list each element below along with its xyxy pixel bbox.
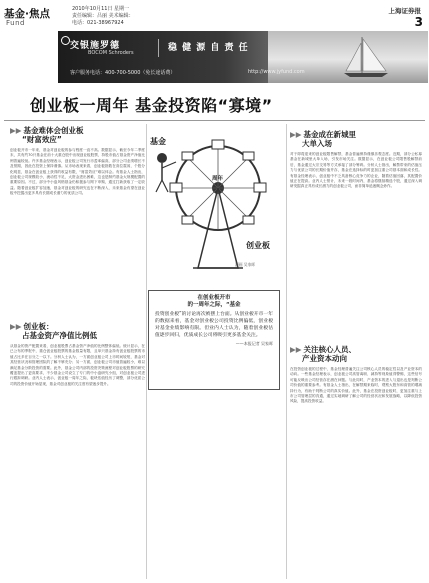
page-number: 3 xyxy=(414,15,423,29)
column-rule-right xyxy=(286,124,287,579)
section-2-body: 从基金的资产配置来看，创业板股票占基金资产净值的比例整体偏低。统计显示，在已公布的季报中，重仓创业板股票的基金数量有限，且单只基金持有创业板股票的市值占比多在百分之一以下。分析人士认为，一方面创业板公司上市时间较短，基金对其经营状况和管理团队的了解不够充分；另一方面，创业板公司市值普遍较小，难以满足基金分散投资的需要。此外，基金公司内部的投资决策流程对创业板股票的研究覆盖提出了更高要求，不少基金公司设立了专门的中小盘研究小组，对创业板公司进行跟踪调研。业内人士表示，创业板一周年之际，板块估值经历了调整，部分优质公司的投资价值开始显现，基金对创业板的关注度有望逐步提升。 xyxy=(10,344,145,386)
section-3-body: 对于即将迎来的创业板限售解禁，基金普遍保持谨慎乐观态度。近期，部分公私募基金在新城里大单入场，引发市场关注。数据显示，在创业板公司限售股解禁前后，基金通过大宗交易等方式承接了部分筹码。分析人士指出，解禁带来的估值压力与优质公司的长期价值并存，基金在选择标的时更加注重公司基本面和成长性。有基金经理表示，创业板中不乏具备核心竞争力的企业，随着估值回落，其配置价值正在提高。业内人士预计，未来一段时间内，基金将继续精选个股，通过深入调研发掘真正具有成长潜力的创业板公司，而非简单追逐概念炒作。 xyxy=(290,152,422,189)
illus-label-anniversary: 周年 xyxy=(212,176,224,182)
section-3-subtitle: 大单入场 xyxy=(302,139,332,148)
section-4-subtitle: 产业资本动向 xyxy=(302,354,347,363)
section-4-title: ▶▶ 关注核心人员、 xyxy=(290,345,357,354)
banner-website[interactable]: http://www.jyfund.com xyxy=(248,69,305,75)
section-2-subtitle: 占基金资产净值比例低 xyxy=(22,331,97,340)
section-3 xyxy=(290,130,422,347)
main-headline: 创业板一周年 基金投资陷“寡境” xyxy=(30,96,273,115)
illus-label-gem: 创业板 xyxy=(246,241,270,250)
section-1-subtitle: “财富效应” xyxy=(22,135,62,144)
illustration-credit: 漫画 吴家晖 xyxy=(235,262,256,267)
banner-brand-en: BOCOM Schroders xyxy=(88,50,134,56)
ad-banner[interactable] xyxy=(58,31,428,83)
page-header xyxy=(0,0,429,30)
triangle-icon: ▶▶ xyxy=(10,126,22,135)
section-1 xyxy=(10,126,145,328)
banner-brand: 交银施罗德 xyxy=(70,41,121,51)
banner-hotline: 客户服务电话：400-700-5000（免长途话费） xyxy=(70,70,176,76)
banner-slogan: 稳 健 源 自 责 任 xyxy=(168,43,249,53)
quote-body: 投资创业板”的讨论再次被摆上台面。从创业板开市一年的数据来看，基金对创业板公司投资比例偏低，创业板对基金业绩影响有限。但业内人士认为，随着创业板估值逐步回归，优质成长公司将吸引更多基金关注。 xyxy=(155,312,273,338)
quote-title: 在创业板开市 xyxy=(197,295,231,301)
column-rule-left xyxy=(146,124,147,579)
phone-line: 电话：021-38967924 xyxy=(72,20,124,26)
section-1-body: 创业板开市一年来，基金对创业板的参与程度一直不高。数据显示，截至今年二季度末，共有约70只基金在前十大重仓股中出现创业板股票，持股市值占基金资产净值比例普遍较低。许多基金经理表示，创业板公司发行市盈率偏高，部分公司业绩增长不及预期，因此在投资上保持谨慎。从市场表现来看，创业板指数在高位震荡，个股分化明显，基金在创业板上获得的收益有限，“财富效应”难以体会。有基金人士指出，创业板公司规模较小，流动性不足，大资金进出困难，这也是制约基金大规模配置的重要原因。不过，部分中小盘风格基金仍积极参与网下申购，通过打新获取了一定收益。随着创业板扩容加速，基金对创业板的研究也在不断深入，未来基金有望在创业板中挖掘出更多具有长期成长潜力的优质公司。 xyxy=(10,148,145,196)
section-3-title: ▶▶ 基金成在新城里 xyxy=(290,130,357,139)
headline-rule xyxy=(4,120,425,121)
triangle-icon: ▶▶ xyxy=(10,322,22,331)
newspaper-name: 上海证券报 xyxy=(388,7,421,15)
issue-date: 2010年10月11日 星期一 xyxy=(72,6,130,12)
banner-sea-image xyxy=(268,31,428,83)
section-1-title: ▶▶ 基金难体会创业板 xyxy=(10,126,84,135)
cartoon-illustration xyxy=(148,128,288,278)
section-2 xyxy=(10,322,145,574)
sailboat-icon xyxy=(268,31,428,83)
triangle-icon: ▶▶ xyxy=(290,345,302,354)
quote-signoff: ——本报记者 吴家晖 xyxy=(235,341,273,346)
header-meta xyxy=(72,6,272,27)
quote-subtitle: 的一周年之际，“基金 xyxy=(187,302,241,308)
illus-label-fund: 基金 xyxy=(150,137,166,146)
section-logo: 基金·焦点 xyxy=(4,8,50,20)
editor-line: 责任编辑：吕丽 美术编辑： xyxy=(72,13,134,19)
pull-quote-box xyxy=(148,290,280,390)
section-4-body: 在投资创业板的过程中，基金经理普遍关注公司核心人员的稳定性以及产业资本的动向。一些基金经理表示，创业板公司高管离职、减持等现象值得警惕，这些信号可能反映出公司经营存在潜在问题。与此同时，产业资本的进入与退出也是判断公司价值的重要参考。有基金人士指出，在解禁期来临时，观察大股东和高管的增减持行为，有助于判断公司的真实价值。此外，基金在投资创业板时，更加注重与上市公司管理层的沟通，通过实地调研了解公司的经营状况和发展战略，以降低投资风险，提高投资收益。 xyxy=(290,367,422,404)
banner-divider xyxy=(158,39,159,57)
triangle-icon: ▶▶ xyxy=(290,130,302,139)
section-2-title: ▶▶ 创业板： xyxy=(10,322,54,331)
section-4 xyxy=(290,345,422,577)
brand-logo-icon xyxy=(61,36,70,45)
ferris-wheel-icon xyxy=(148,128,288,278)
section-logo-en: Fund xyxy=(6,19,25,27)
